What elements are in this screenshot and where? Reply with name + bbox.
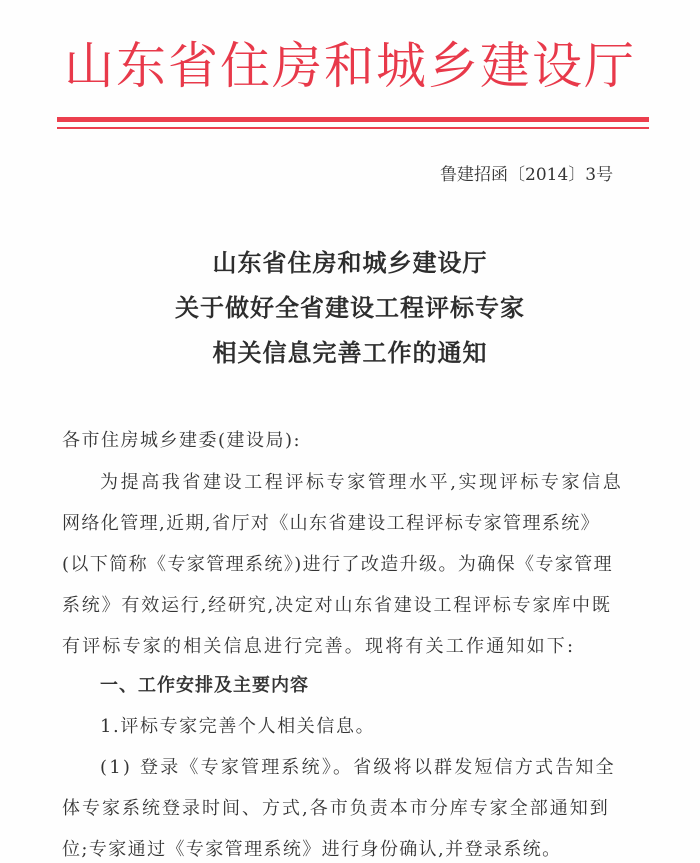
salutation: 各市住房城乡建委(建设局): [62,430,302,451]
title-line-2: 关于做好全省建设工程评标专家 [175,294,525,322]
subitem-line: (1) 登录《专家管理系统》。省级将以群发短信方式告知全 [100,757,616,778]
body-line: 有评标专家的相关信息进行完善。现将有关工作通知如下: [62,636,576,657]
section-heading: 一、工作安排及主要内容 [100,675,309,696]
item-1: 1.评标专家完善个人相关信息。 [100,716,376,737]
subitem-line: 体专家系统登录时间、方式,各市负责本市分库专家全部通知到 [62,798,610,819]
title-line-3: 相关信息完善工作的通知 [212,339,488,367]
masthead-rule-thick [57,117,649,122]
body-line: 网络化管理,近期,省厅对《山东省建设工程评标专家管理系统》 [62,513,601,534]
masthead-rule-thin [57,127,649,129]
body-line: (以下简称《专家管理系统》)进行了改造升级。为确保《专家管理 [62,554,614,575]
body-line: 系统》有效运行,经研究,决定对山东省建设工程评标专家库中既 [62,595,612,616]
body-line: 为提高我省建设工程评标专家管理水平,实现评标专家信息 [100,472,624,493]
document-number: 鲁建招函〔2014〕3号 [440,165,614,185]
title-line-1: 山东省住房和城乡建设厅 [212,249,488,277]
masthead-org-name: 山东省住房和城乡建设厅 [64,37,636,95]
subitem-line: 位;专家通过《专家管理系统》进行身份确认,并登录系统。 [62,839,562,860]
